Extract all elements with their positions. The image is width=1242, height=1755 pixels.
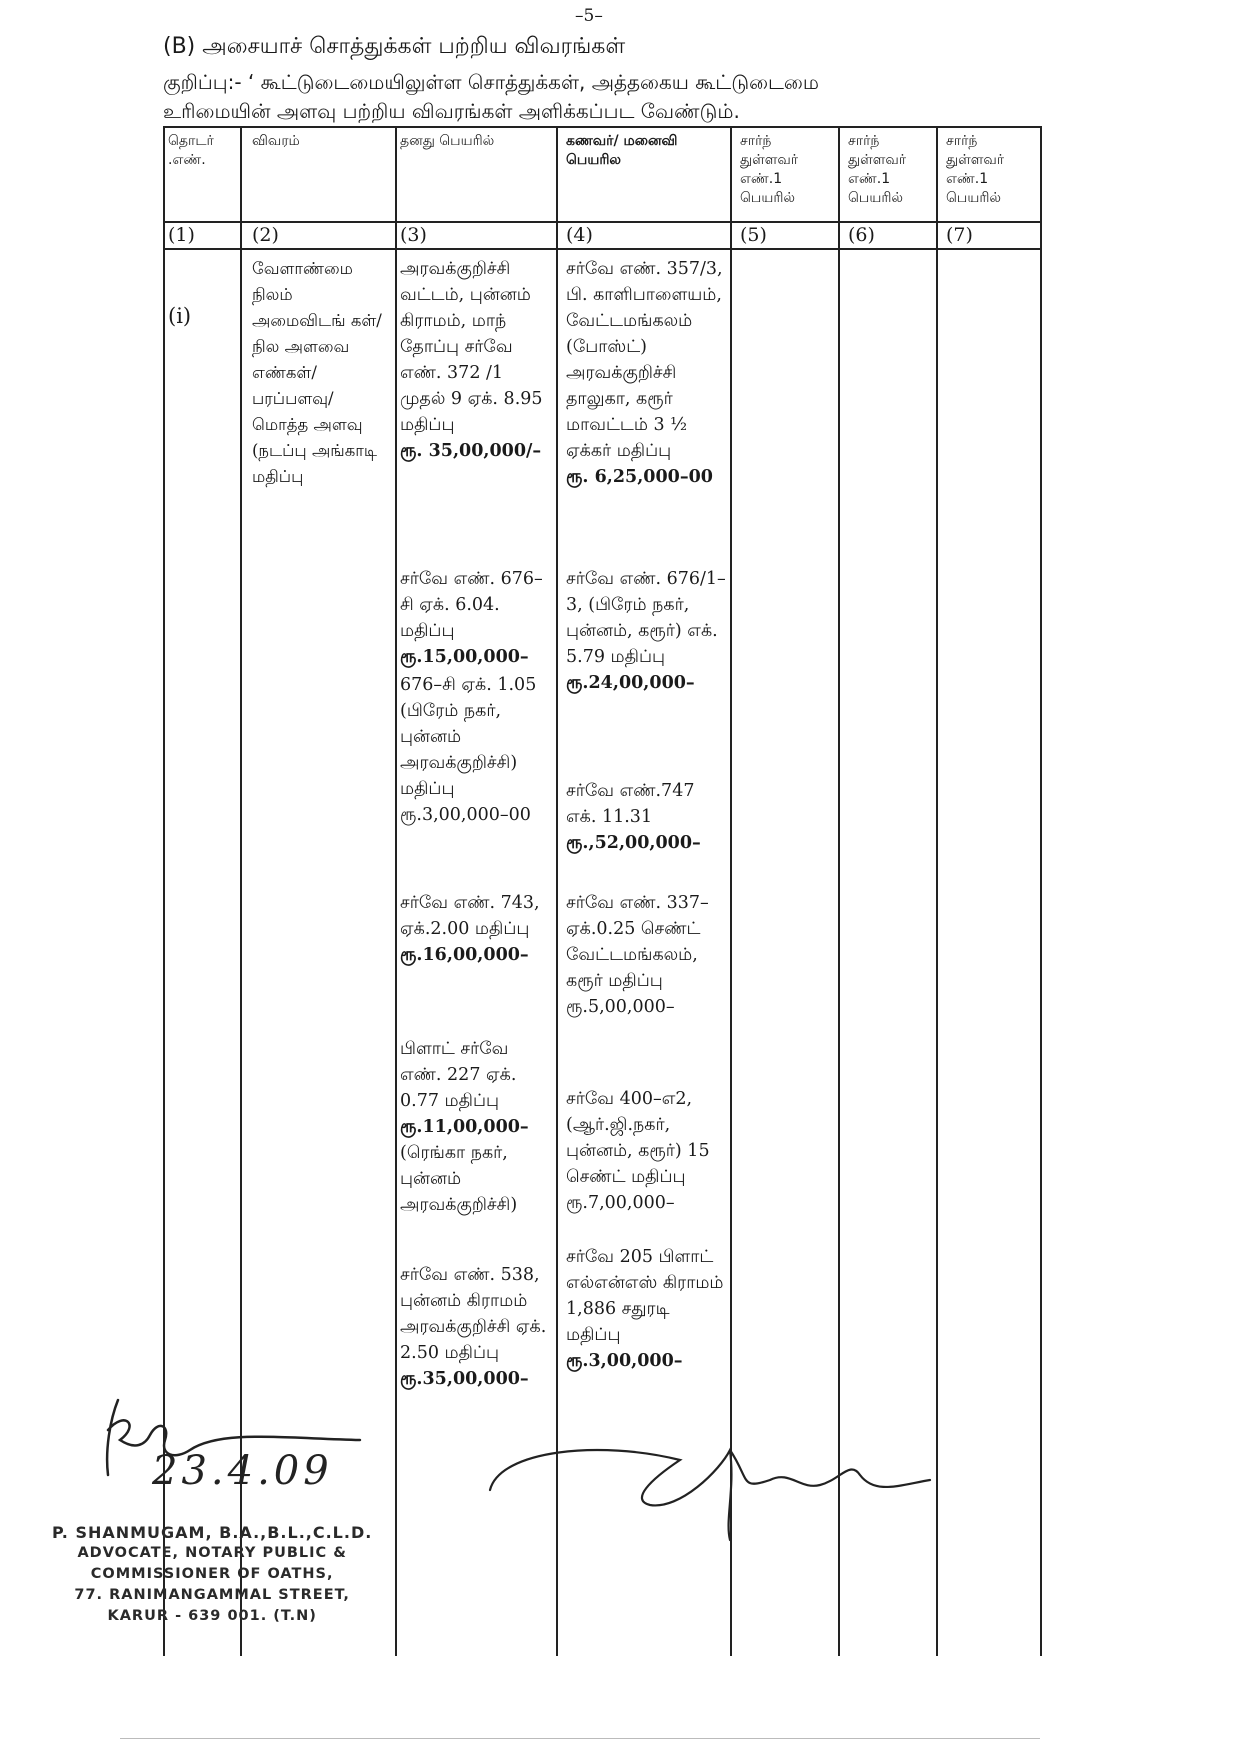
self-entry-5-text: பிளாட் சர்வே எண். 227 ஏக். 0.77 மதிப்பு <box>400 1039 517 1111</box>
self-entry-1-text: அரவக்குறிச்சி வட்டம், புன்னம் கிராமம், மாந் தோப்பு சர்வே எண். 372 /1 முதல் 9 ஏக். 8.95 மதிப்பு <box>400 259 543 435</box>
stamp-line-5: KARUR - 639 001. (T.N) <box>107 1608 317 1624</box>
spouse-entry-4 <box>566 890 726 1020</box>
self-entry-2 <box>400 566 550 670</box>
self-entry-3-text: 676–சி ஏக். 1.05 (பிரேம் நகர், புன்னம் அரவக்குறிச்சி) மதிப்பு <box>400 675 537 799</box>
spouse-entry-2-text: சர்வே எண். 676/1–3, (பிரேம் நகர், புன்னம், கரூர்) எக். 5.79 மதிப்பு <box>566 569 726 667</box>
bottom-rule <box>120 1738 1040 1739</box>
spouse-entry-4-text: சர்வே எண். 337– ஏக்.0.25 செண்ட் வேட்டமங்கலம், கரூர் மதிப்பு <box>566 893 709 991</box>
self-entry-1 <box>400 256 550 464</box>
header-dependent-3: சார்ந் துள்ளவர் எண்.1 பெயரில் <box>946 133 1005 206</box>
stamp-line-3: COMMISSIONER OF OATHS, <box>90 1566 334 1582</box>
self-entry-4-value: ரூ.16,00,000– <box>400 945 529 965</box>
header-spouse: கணவர்/ மனைவி பெயரில <box>566 133 678 168</box>
page-number: –5– <box>575 6 603 26</box>
spouse-entry-1-value: ரூ. 6,25,000–00 <box>566 467 713 487</box>
spouse-entry-5-text: சர்வே 400–எ2, (ஆர்.ஜி.நகர், புன்னம், கரூர்) 15 செண்ட் மதிப்பு <box>566 1089 710 1187</box>
header-serial: தொடர் .எண். <box>168 133 214 168</box>
spouse-entry-1-text: சர்வே எண். 357/3, பி. காளிபாளையம், வேட்டமங்கலம் (போஸ்ட்) அரவக்குறிச்சி தாலுகா, கரூர் மாவட்டம் 3 ½ ஏக்கர் மதிப்பு <box>566 259 723 461</box>
spouse-entry-2-value: ரூ.24,00,000– <box>566 673 695 693</box>
self-entry-4-text: சர்வே எண். 743, ஏக்.2.00 மதிப்பு <box>400 893 540 939</box>
self-entry-6-value: ரூ.35,00,000– <box>400 1369 529 1389</box>
self-entry-1-value: ரூ. 35,00,000/– <box>400 441 542 461</box>
header-self: தனது பெயரில் <box>400 133 495 149</box>
header-description: விவரம் <box>252 133 300 149</box>
self-entry-3 <box>400 672 550 828</box>
spouse-entry-3 <box>566 778 726 856</box>
col-number-6: (6) <box>848 224 875 246</box>
header-dependent-1: சார்ந் துள்ளவர் எண்.1 பெயரில் <box>740 133 799 206</box>
spouse-entry-6-value: ரூ.3,00,000– <box>566 1351 683 1371</box>
stamp-line-1: P. SHANMUGAM, B.A.,B.L.,C.L.D. <box>52 1523 373 1542</box>
col-number-1: (1) <box>168 224 195 246</box>
spouse-entry-2 <box>566 566 726 696</box>
self-entry-2-text: சர்வே எண். 676–சி ஏக். 6.04. மதிப்பு <box>400 569 543 641</box>
self-entry-3-value: ரூ.3,00,000–00 <box>400 805 531 825</box>
signature-date: 23.4.09 <box>152 1448 333 1494</box>
spouse-entry-1 <box>566 256 726 490</box>
spouse-entry-4-value: ரூ.5,00,000– <box>566 997 675 1017</box>
spouse-entry-6 <box>566 1244 726 1374</box>
spouse-entry-5-value: ரூ.7,00,000– <box>566 1193 675 1213</box>
spouse-entry-3-value: ரூ.,52,00,000– <box>566 833 701 853</box>
note-line-2: உரிமையின் அளவு பற்றிய விவரங்கள் அளிக்கப்பட வேண்டும். <box>163 99 740 123</box>
self-entry-5 <box>400 1036 550 1218</box>
col-number-3: (3) <box>400 224 427 246</box>
spouse-entry-6-text: சர்வே 205 பிளாட் எல்என்எஸ் கிராமம் 1,886 சதுரடி மதிப்பு <box>566 1247 724 1345</box>
col-number-4: (4) <box>566 224 593 246</box>
stamp-line-2: ADVOCATE, NOTARY PUBLIC & <box>77 1545 347 1561</box>
self-entry-5-suffix: (ரெங்கா நகர், புன்னம் அரவக்குறிச்சி) <box>400 1143 518 1215</box>
section-heading: (B) அசையாச் சொத்துக்கள் பற்றிய விவரங்கள் <box>163 34 626 59</box>
self-entry-4 <box>400 890 550 968</box>
note-line-1: குறிப்பு:- ‘ கூட்டுடைமையிலுள்ள சொத்துக்கள், அத்தகைய கூட்டுடைமை <box>163 70 819 94</box>
col-number-7: (7) <box>946 224 973 246</box>
self-entry-6 <box>400 1262 550 1392</box>
self-entry-5-value: ரூ.11,00,000– <box>400 1117 529 1137</box>
description-cell: வேளாண்மை நிலம் அமைவிடங் கள்/ நில அளவை எண்கள்/ பரப்பளவு/ மொத்த அளவு (நடப்பு அங்காடி மதிப்பு <box>252 259 382 486</box>
col-number-2: (2) <box>252 224 279 246</box>
notary-stamp <box>52 1522 372 1627</box>
col-number-5: (5) <box>740 224 767 246</box>
serial-number: (i) <box>168 304 192 328</box>
header-dependent-2: சார்ந் துள்ளவர் எண்.1 பெயரில் <box>848 133 907 206</box>
self-entry-2-value: ரூ.15,00,000– <box>400 647 529 667</box>
signature-scrawl <box>480 1430 960 1550</box>
spouse-entry-5 <box>566 1086 726 1216</box>
self-entry-6-text: சர்வே எண். 538, புன்னம் கிராமம் அரவக்குறிச்சி ஏக். 2.50 மதிப்பு <box>400 1265 547 1363</box>
stamp-line-4: 77. RANIMANGAMMAL STREET, <box>74 1587 350 1603</box>
spouse-entry-3-text: சர்வே எண்.747 எக். 11.31 <box>566 781 695 827</box>
